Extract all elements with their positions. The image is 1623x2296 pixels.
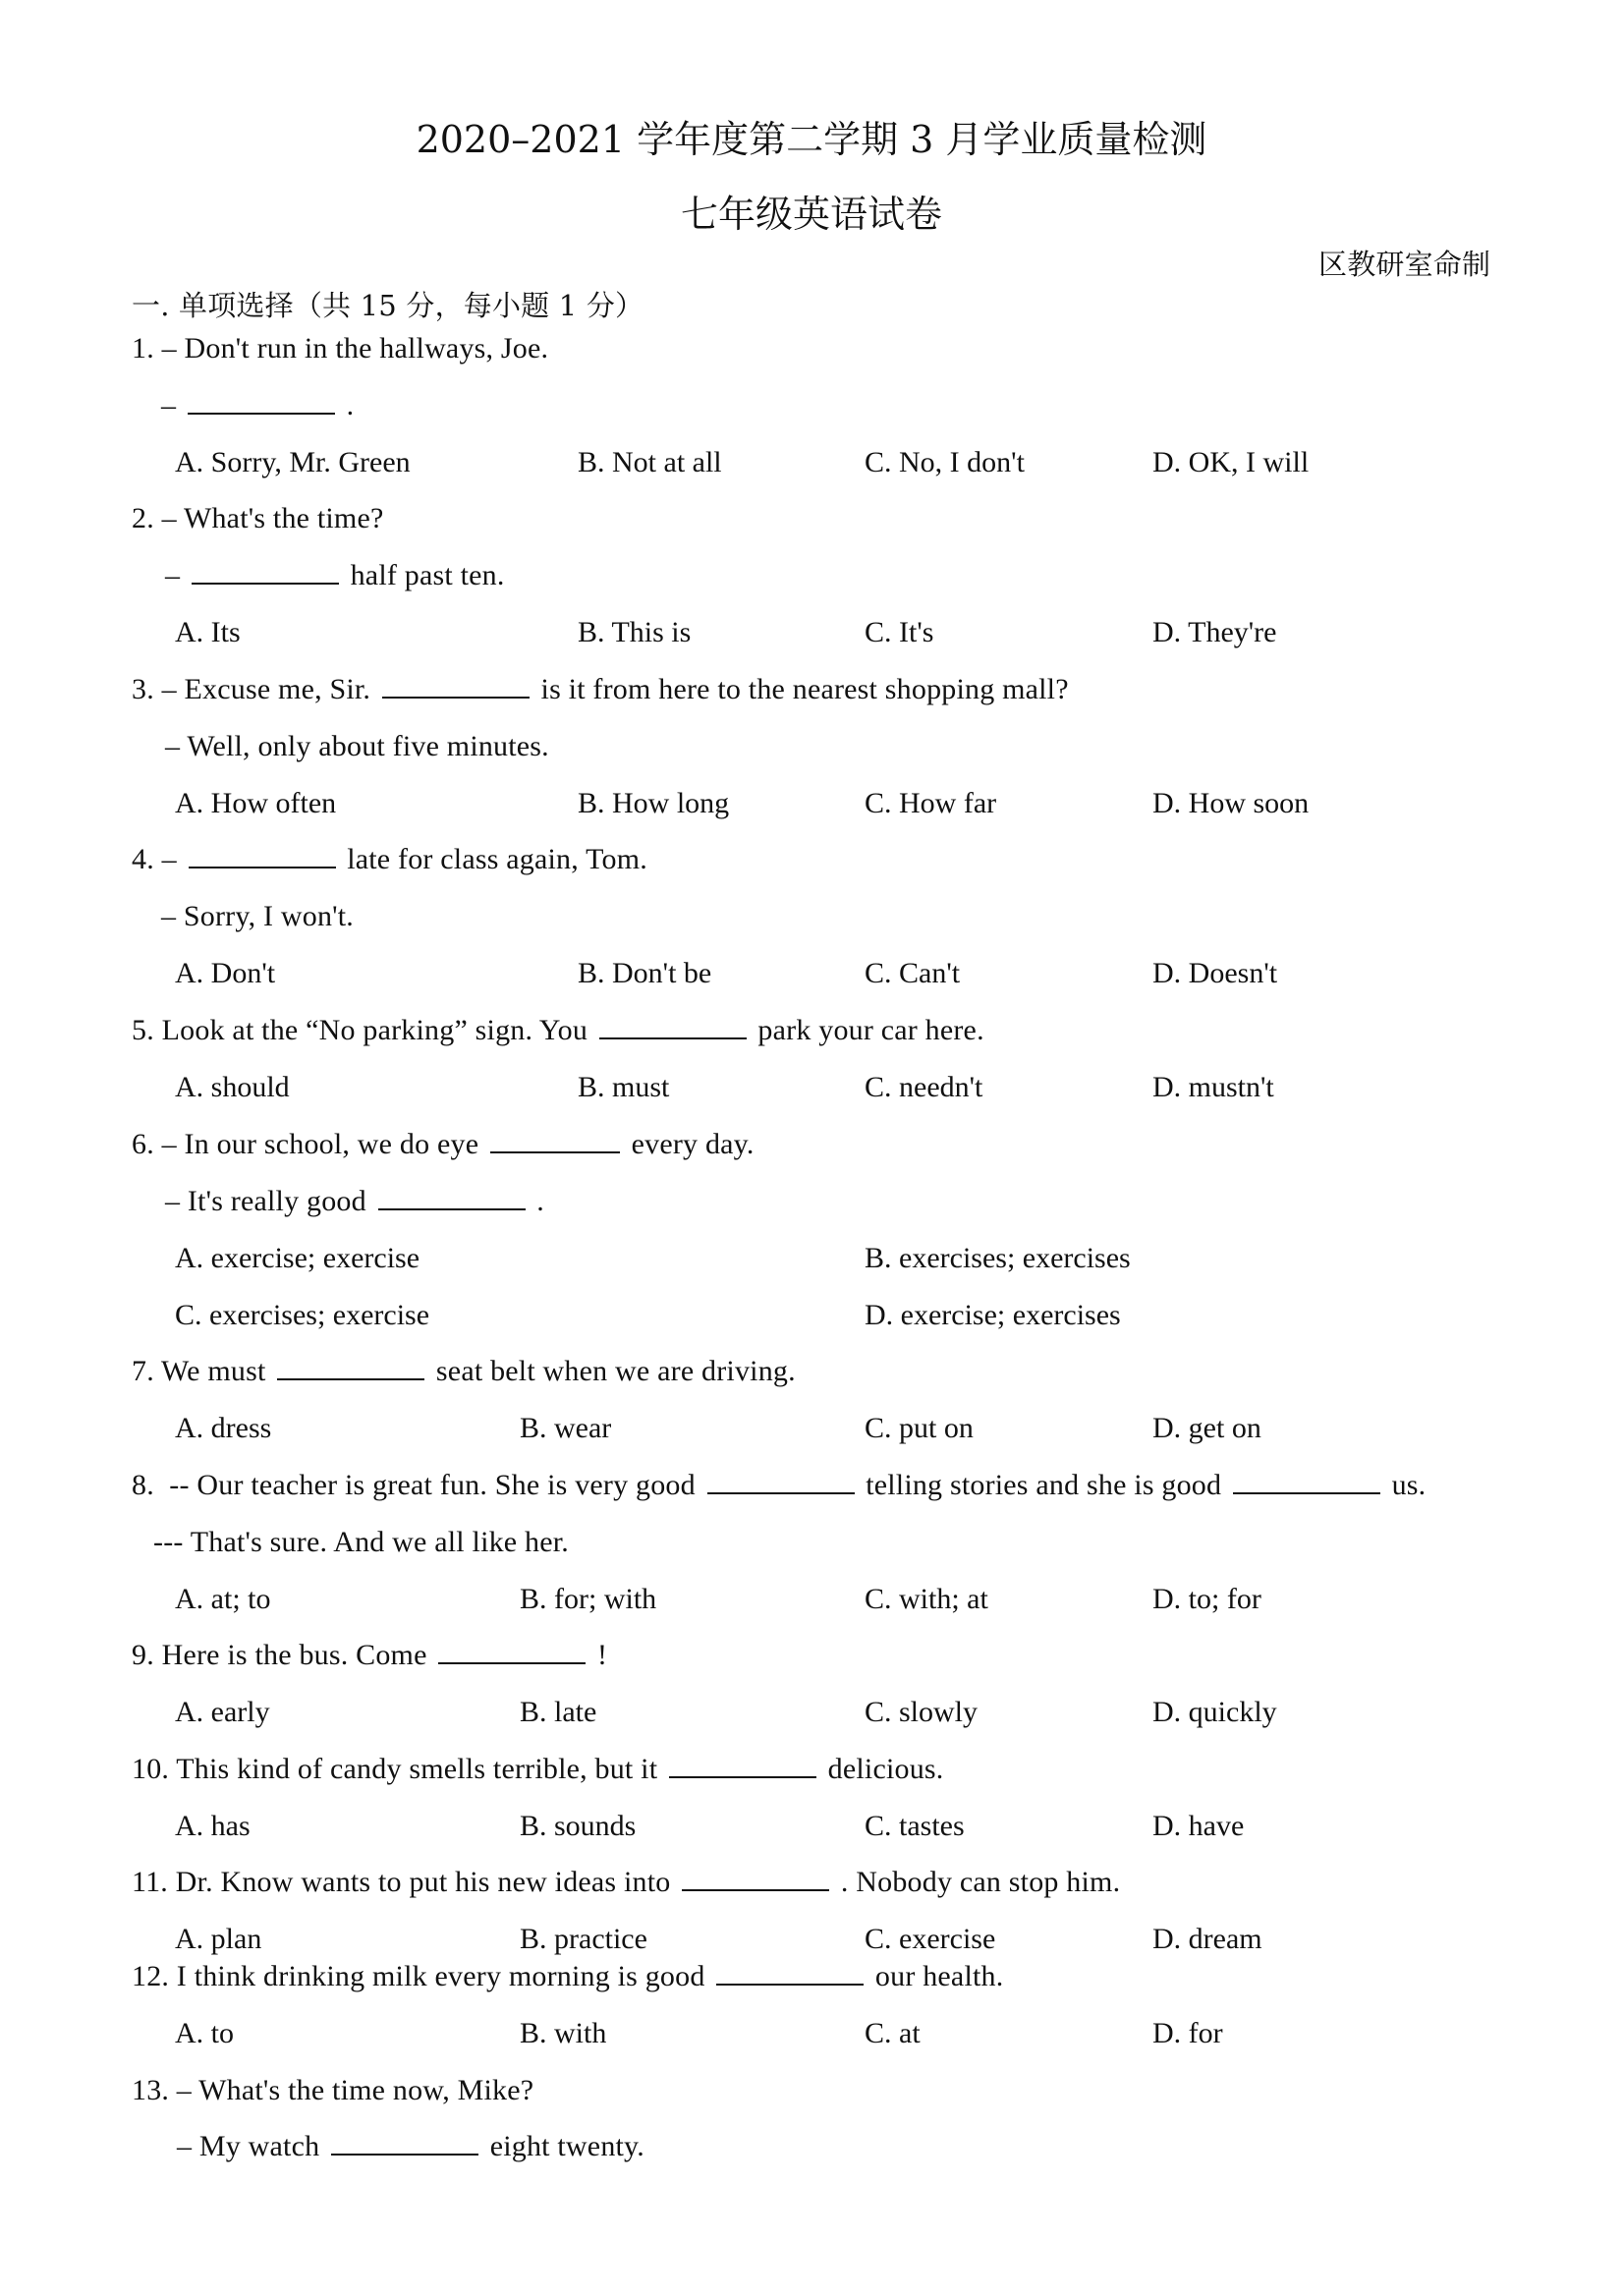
q9-prefix: 9. Here is the bus. Come [132, 1639, 435, 1671]
q6-reply-prefix: – It's really good [165, 1185, 374, 1217]
q8-line1 [132, 1467, 1426, 1504]
q10-prefix: 10. This kind of candy smells terrible, but it [132, 1753, 665, 1785]
q13-line2 [177, 2128, 644, 2165]
q6-option-b: B. exercises; exercises [865, 1242, 1131, 1274]
exam-subtitle: 七年级英语试卷 [680, 193, 942, 236]
q8-option-b: B. for; with [520, 1583, 657, 1615]
answer-blank [192, 557, 339, 585]
q1-line2 [161, 387, 354, 424]
q2-prefix: – [165, 559, 188, 591]
q4-option-d: D. Doesn't [1152, 957, 1278, 989]
q9-suffix: ! [589, 1639, 608, 1671]
q9-option-d: D. quickly [1152, 1696, 1277, 1728]
q11-option-b: B. practice [520, 1923, 647, 1955]
answer-blank [382, 671, 530, 699]
q12-prefix: 12. I think drinking milk every morning is good [132, 1960, 713, 1992]
q4-line1 [132, 841, 647, 878]
q11-option-a: A. plan [175, 1923, 262, 1955]
q12-option-a: A. to [175, 2017, 234, 2049]
q12-option-d: D. for [1152, 2017, 1223, 2049]
answer-blank [378, 1183, 526, 1210]
q12-option-c: C. at [865, 2017, 921, 2049]
q1-suffix: . [338, 389, 355, 421]
q5-prefix: 5. Look at the “No parking” sign. You [132, 1014, 595, 1046]
q2-option-c: C. It's [865, 616, 934, 648]
q8-prefix: 8. -- Our teacher is great fun. She is very good [132, 1469, 703, 1501]
q8-option-a: A. at; to [175, 1583, 271, 1615]
q6-prefix: 6. – In our school, we do eye [132, 1128, 486, 1160]
q12-line1 [132, 1958, 1003, 1995]
q5-option-c: C. needn't [865, 1071, 983, 1103]
q2-option-a: A. Its [175, 616, 241, 648]
q11-suffix: . Nobody can stop him. [833, 1866, 1121, 1898]
q2-line2 [165, 557, 505, 594]
q10-option-a: A. has [175, 1810, 251, 1842]
q1-option-d: D. OK, I will [1152, 446, 1310, 478]
q1-line1: 1. – Don't run in the hallways, Joe. [132, 332, 549, 364]
q2-option-d: D. They're [1152, 616, 1277, 648]
q7-line1 [132, 1353, 796, 1390]
q7-option-d: D. get on [1152, 1412, 1261, 1444]
answer-blank [277, 1353, 424, 1380]
answer-blank [716, 1958, 864, 1986]
q5-line1 [132, 1012, 984, 1049]
q6-option-a: A. exercise; exercise [175, 1242, 420, 1274]
q8-option-d: D. to; for [1152, 1583, 1261, 1615]
q8-option-c: C. with; at [865, 1583, 988, 1615]
answer-blank [682, 1864, 829, 1891]
answer-blank [1233, 1467, 1380, 1494]
q10-option-c: C. tastes [865, 1810, 965, 1842]
q12-option-b: B. with [520, 2017, 607, 2049]
q11-prefix: 11. Dr. Know wants to put his new ideas into [132, 1866, 679, 1898]
answer-blank [189, 841, 336, 868]
q13-line1: 13. – What's the time now, Mike? [132, 2074, 534, 2106]
q1-option-a: A. Sorry, Mr. Green [175, 446, 411, 478]
q8-line2: --- That's sure. And we all like her. [153, 1526, 569, 1558]
q10-option-b: B. sounds [520, 1810, 637, 1842]
q7-option-b: B. wear [520, 1412, 612, 1444]
answer-blank [490, 1126, 620, 1153]
q5-option-a: A. should [175, 1071, 290, 1103]
q4-line2: – Sorry, I won't. [161, 900, 355, 932]
q7-option-a: A. dress [175, 1412, 272, 1444]
q8-suffix: us. [1383, 1469, 1427, 1501]
q9-option-c: C. slowly [865, 1696, 979, 1728]
q3-option-b: B. How long [578, 787, 730, 819]
q6-line2 [165, 1183, 544, 1220]
q6-option-c: C. exercises; exercise [175, 1299, 430, 1331]
q11-line1 [132, 1864, 1120, 1901]
q1-prefix: – [161, 389, 184, 421]
q2-line1: 2. – What's the time? [132, 502, 384, 534]
q5-suffix: park your car here. [750, 1014, 984, 1046]
q3-line2: – Well, only about five minutes. [165, 730, 549, 762]
q4-prefix: 4. – [132, 843, 185, 875]
q7-suffix: seat belt when we are driving. [428, 1355, 796, 1387]
q4-option-b: B. Don't be [578, 957, 712, 989]
q3-option-d: D. How soon [1152, 787, 1310, 819]
q3-suffix: is it from here to the nearest shopping mall? [532, 673, 1069, 705]
answer-blank [669, 1751, 816, 1778]
q8-middle: telling stories and she is good [858, 1469, 1229, 1501]
q4-suffix: late for class again, Tom. [339, 843, 647, 875]
answer-blank [438, 1637, 586, 1664]
q4-option-c: C. Can't [865, 957, 961, 989]
q13-suffix: eight twenty. [482, 2130, 645, 2162]
q12-suffix: our health. [867, 1960, 1004, 1992]
q6-reply-suffix: . [529, 1185, 544, 1217]
q11-option-c: C. exercise [865, 1923, 996, 1955]
q11-option-d: D. dream [1152, 1923, 1262, 1955]
q10-line1 [132, 1751, 943, 1788]
answer-blank [599, 1012, 747, 1039]
q4-option-a: A. Don't [175, 957, 276, 989]
section-heading: 一. 单项选择（共 15 分，每小题 1 分） [132, 289, 644, 322]
q1-option-b: B. Not at all [578, 446, 722, 478]
q13-prefix: – My watch [177, 2130, 328, 2162]
q2-option-b: B. This is [578, 616, 692, 648]
q6-line1 [132, 1126, 755, 1163]
q3-option-c: C. How far [865, 787, 997, 819]
q2-suffix: half past ten. [342, 559, 505, 591]
q9-option-a: A. early [175, 1696, 270, 1728]
q7-prefix: 7. We must [132, 1355, 274, 1387]
q5-option-d: D. mustn't [1152, 1071, 1274, 1103]
q7-option-c: C. put on [865, 1412, 974, 1444]
q9-option-b: B. late [520, 1696, 597, 1728]
q6-suffix: every day. [623, 1128, 755, 1160]
exam-title: 2020–2021 学年度第二学期 3 月学业质量检测 [416, 118, 1207, 161]
answer-blank [331, 2128, 478, 2156]
q3-line1 [132, 671, 1069, 708]
author-note: 区教研室命制 [1318, 248, 1491, 281]
q10-option-d: D. have [1152, 1810, 1245, 1842]
q9-line1 [132, 1637, 607, 1674]
answer-blank [188, 387, 335, 415]
q1-option-c: C. No, I don't [865, 446, 1025, 478]
q10-suffix: delicious. [819, 1753, 944, 1785]
q6-option-d: D. exercise; exercises [865, 1299, 1121, 1331]
q5-option-b: B. must [578, 1071, 670, 1103]
q3-prefix: 3. – Excuse me, Sir. [132, 673, 378, 705]
q3-option-a: A. How often [175, 787, 337, 819]
answer-blank [707, 1467, 855, 1494]
